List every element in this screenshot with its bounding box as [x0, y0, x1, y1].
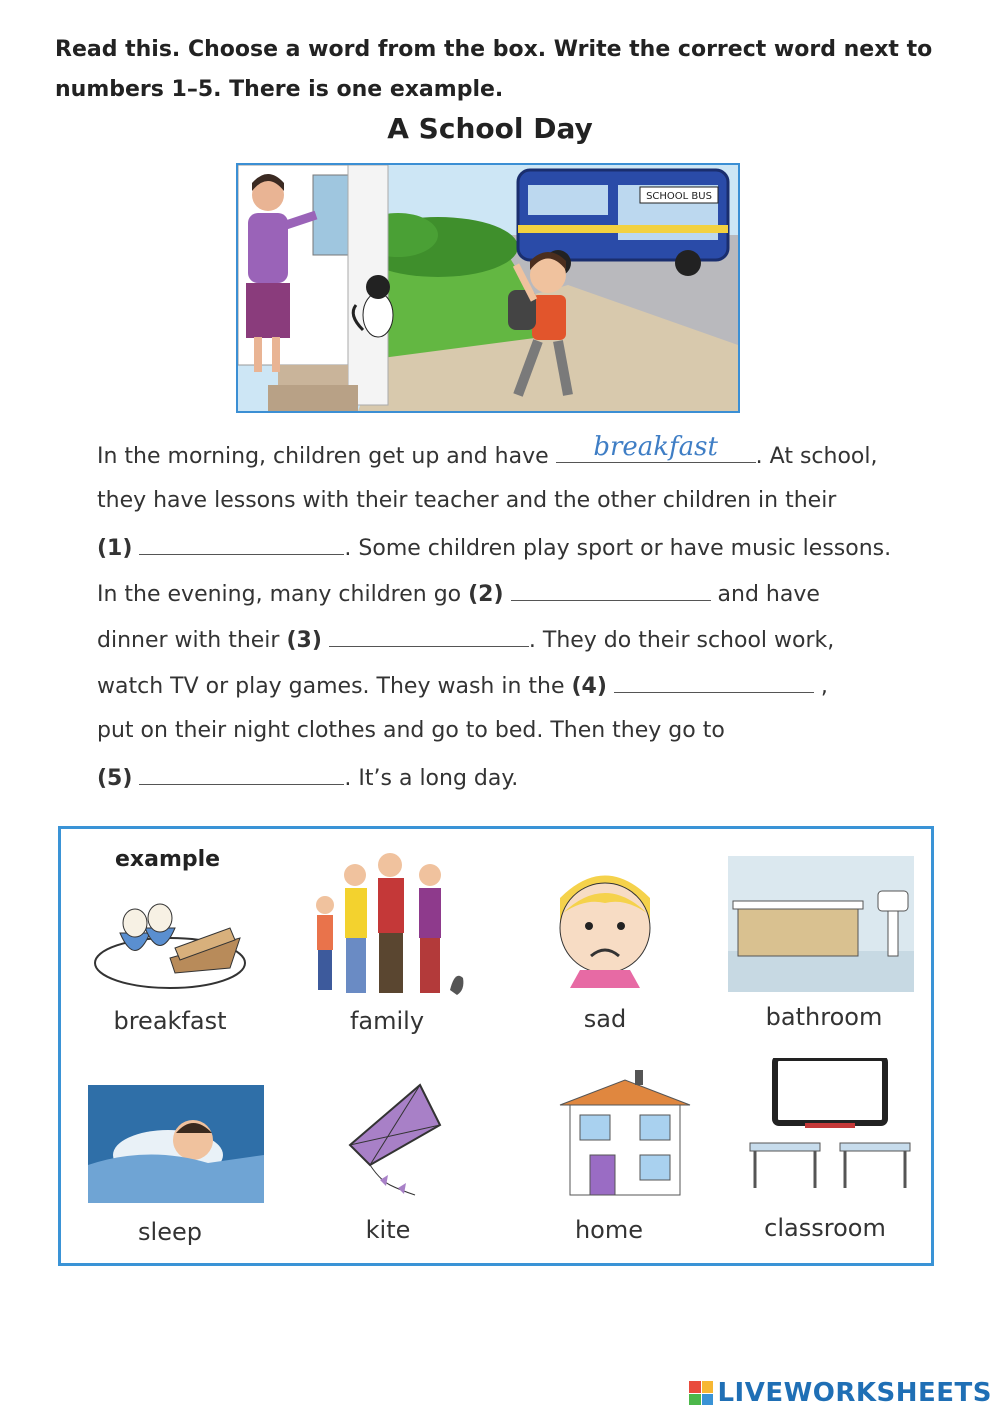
liveworksheets-brand[interactable] [689, 1378, 992, 1408]
passage-line-7 [97, 716, 725, 746]
passage-text: watch TV or play games. They wash in the [97, 674, 565, 699]
passage-text: they have lessons with their teacher and the other children in their [97, 488, 837, 513]
sleep-picture [88, 1085, 264, 1207]
word-sad: sad [583, 1005, 627, 1033]
question-number-5: (5) [97, 766, 133, 791]
bathroom-picture [728, 856, 914, 996]
answer-blank-4[interactable] [614, 670, 814, 693]
passage-text: , [820, 674, 828, 699]
word-classroom: classroom [764, 1214, 886, 1242]
answer-blank-5[interactable] [139, 762, 344, 785]
answer-blank-1[interactable] [139, 532, 344, 555]
passage-line-4 [97, 578, 820, 610]
passage-line-3 [97, 532, 891, 564]
question-number-2: (2) [468, 582, 504, 607]
liveworksheets-logo-icon [689, 1381, 713, 1405]
word-kite: kite [365, 1216, 411, 1244]
word-sleep: sleep [138, 1218, 202, 1246]
passage-line-1 [97, 432, 878, 472]
word-home: home [574, 1216, 644, 1244]
family-picture [305, 850, 470, 1004]
school-day-illustration [236, 163, 740, 413]
kite-picture [330, 1080, 450, 1209]
passage-line-2 [97, 486, 836, 516]
instructions-line-2: numbers 1–5. There is one example. [55, 77, 504, 102]
example-answer-blank [556, 432, 756, 463]
classroom-picture [745, 1058, 915, 1202]
instructions [55, 30, 935, 110]
example-label: example [115, 847, 221, 872]
word-family: family [349, 1007, 425, 1035]
passage-text: put on their night clothes and go to bed. Then they go to [97, 718, 725, 743]
passage-text: . They do their school work, [528, 628, 835, 653]
passage-text: In the evening, many children go [97, 582, 462, 607]
brand-name: LIVEWORKSHEETS [717, 1378, 992, 1408]
example-answer: breakfast [593, 432, 718, 462]
passage-line-6 [97, 670, 828, 702]
passage-text: dinner with their [97, 628, 280, 653]
instructions-line-1: Read this. Choose a word from the box. Write the correct word next to [55, 37, 933, 62]
passage-text: . At school, [755, 444, 878, 469]
question-number-4: (4) [571, 674, 607, 699]
passage-text: In the morning, children get up and have [97, 444, 549, 469]
bus-sign: SCHOOL BUS [646, 191, 712, 202]
word-bathroom: bathroom [765, 1003, 883, 1031]
answer-blank-3[interactable] [329, 624, 529, 647]
passage-text: and have [717, 582, 820, 607]
breakfast-picture [90, 878, 250, 997]
passage-line-5 [97, 624, 834, 656]
answer-blank-2[interactable] [511, 578, 711, 601]
word-breakfast: breakfast [113, 1007, 227, 1035]
home-picture [555, 1065, 695, 1204]
sad-face-picture [535, 858, 675, 992]
page-title: A School Day [387, 112, 593, 145]
question-number-1: (1) [97, 536, 133, 561]
question-number-3: (3) [286, 628, 322, 653]
passage-text: . Some children play sport or have music lessons. [344, 536, 892, 561]
passage-text: . It’s a long day. [344, 766, 519, 791]
passage-line-8 [97, 762, 518, 794]
